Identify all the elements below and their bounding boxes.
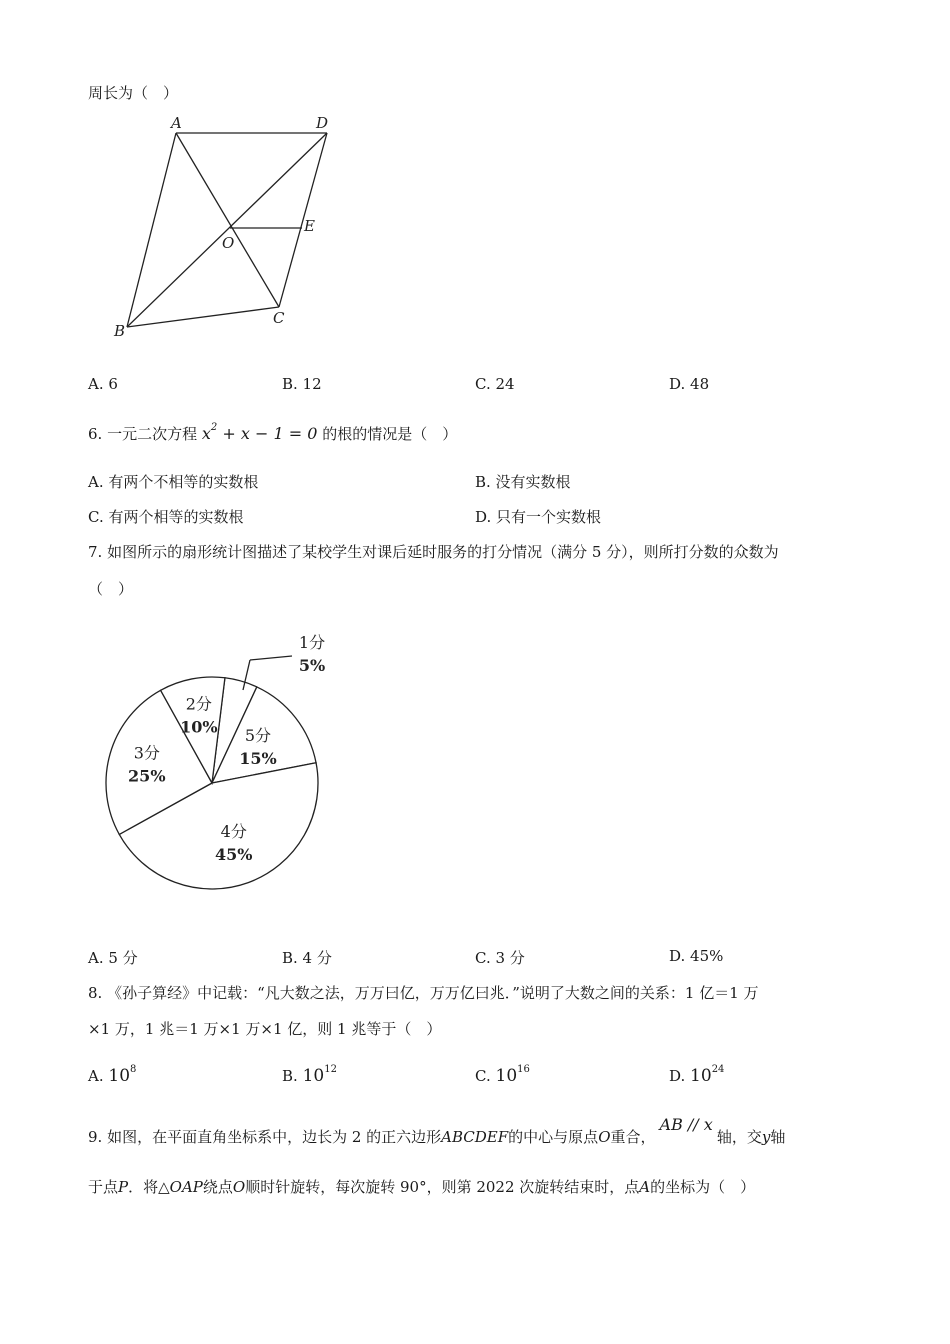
q7-stem-line1: 7. 如图所示的扇形统计图描述了某校学生对课后延时服务的打分情况（满分 5 分），则所打分数的众数为 <box>88 543 779 561</box>
label-a: A <box>171 114 182 132</box>
pie-label-pct-5: 10% <box>180 717 218 737</box>
q8-option-d: D. $10^{24}$ <box>669 1064 725 1086</box>
q6-prefix: 6. 一元二次方程 <box>88 425 198 443</box>
q5-option-d: D. 48 <box>669 375 710 393</box>
pie-label-pct-1: 5% <box>298 656 326 675</box>
q5-option-b: B. 12 <box>282 375 322 393</box>
label-c: C <box>273 309 285 327</box>
q6-option-c: C. 有两个相等的实数根 <box>88 508 244 526</box>
pie-label-pct-2: 15% <box>239 749 277 769</box>
q8-option-b: B. $10^{12}$ <box>282 1064 337 1086</box>
edge-bc <box>127 307 279 327</box>
q6-equation: $x^2 + x - 1 = 0$ <box>201 422 318 443</box>
q5-option-a: A. 6 <box>88 375 118 393</box>
pie-chart <box>95 620 335 900</box>
pie-label-pct-3: 45% <box>215 844 253 864</box>
pie-label-name-3: 4分 <box>220 821 247 841</box>
q8-stem-line1: 8. 《孙子算经》中记载：“凡大数之法，万万曰亿，万万亿曰兆．”说明了大数之间的关系：1 亿＝1 万 <box>88 984 759 1002</box>
pie-label-name-4: 3分 <box>133 743 160 763</box>
pie-label-name-1: 1分 <box>298 633 326 652</box>
q7-stem-line2: （ ） <box>88 580 134 598</box>
q6-option-a: A. 有两个不相等的实数根 <box>88 473 259 491</box>
label-o: O <box>222 234 235 252</box>
q8-stem-line2: ×1 万，1 兆＝1 万×1 万×1 亿，则 1 兆等于（ ） <box>88 1020 442 1038</box>
q7-option-b: B. 4 分 <box>282 949 332 967</box>
q7-option-d: D. 45% <box>669 947 724 965</box>
q7-option-a: A. 5 分 <box>88 949 138 967</box>
label-e: E <box>304 217 315 235</box>
pie-label-name-5: 2分 <box>185 694 212 714</box>
q5-stem-tail: 周长为（ ） <box>88 84 179 102</box>
diagonal-bd <box>127 133 327 327</box>
pie-label-name-2: 5分 <box>244 726 272 746</box>
label-d: D <box>316 114 329 132</box>
callout-leader-1-horizontal <box>250 656 292 660</box>
q6-option-b: B. 没有实数根 <box>475 473 571 491</box>
edge-ab <box>127 133 176 327</box>
edge-dc <box>279 133 327 307</box>
pie-label-pct-4: 25% <box>128 766 166 786</box>
q9-stem-line1: 9. 如图，在平面直角坐标系中，边长为 2 的正六边形ABCDEF的中心与原点O重合，AB // x轴，交y轴 <box>88 1115 786 1146</box>
q8-option-a: A. $10^8$ <box>88 1064 137 1086</box>
q6-stem <box>88 423 457 444</box>
q9-stem-line2: 于点P．将△OAP绕点O顺时针旋转，每次旋转 90°，则第 2022 次旋转结束时，点A的坐标为（ ） <box>88 1178 756 1196</box>
label-b: B <box>114 322 126 340</box>
q6-suffix: 的根的情况是（ ） <box>322 425 458 443</box>
q7-option-c: C. 3 分 <box>475 949 525 967</box>
q6-option-d: D. 只有一个实数根 <box>475 508 602 526</box>
parallelogram-figure <box>105 110 350 345</box>
q5-option-c: C. 24 <box>475 375 515 393</box>
q8-option-c: C. $10^{16}$ <box>475 1064 530 1086</box>
diagonal-ac <box>176 133 279 307</box>
